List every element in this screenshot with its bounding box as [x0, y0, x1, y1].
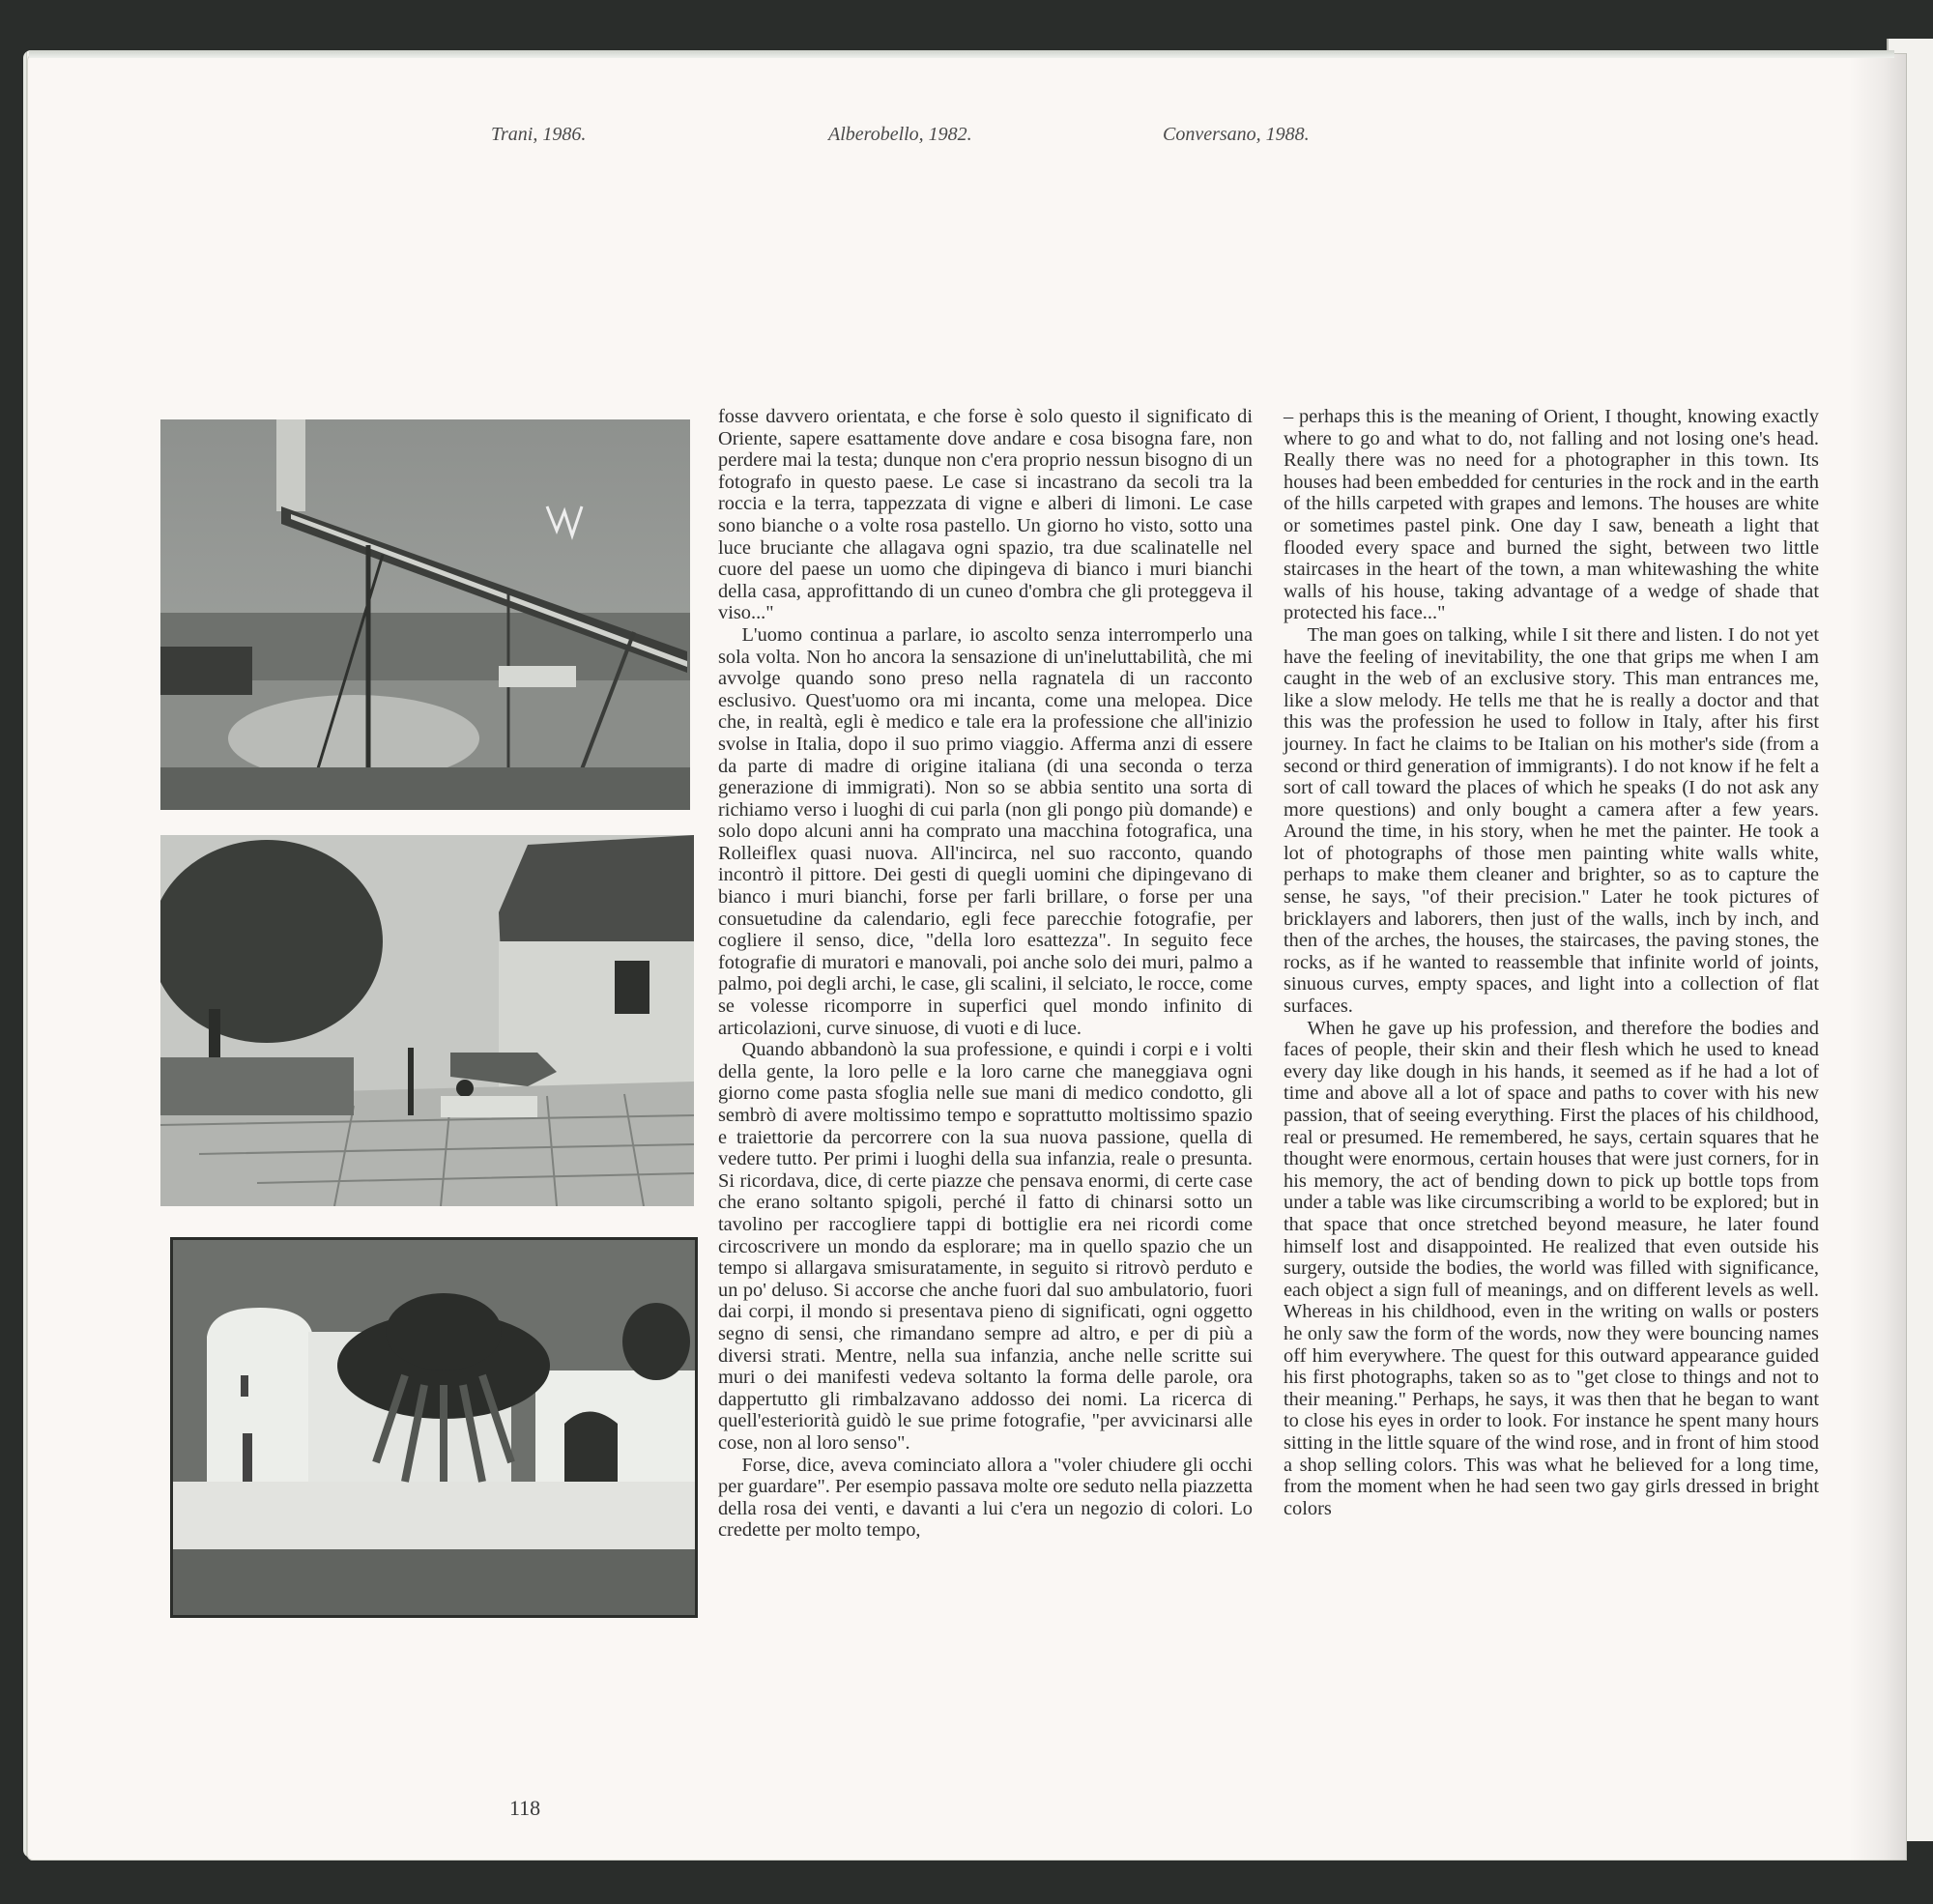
italian-text-column: [718, 406, 1253, 1542]
page-top-edge: [29, 50, 1894, 58]
caption-alberobello: Alberobello, 1982.: [828, 124, 972, 145]
english-paragraph: When he gave up his profession, and therefore the bodies and faces of people, their skin and their flesh which he used to knead every day like dough in his hands, it seemed as if he had a lot of time and above all a lot of space and paths to cover with his new passion, that of seeing everything. First the places of his childhood, real or presumed. He remembered, he says, certain squares that he thought were enormous, certain houses that were just corners, for in his memory, the act of bending down to pick up bottle tops from under a table was like circumscribing a world to be explored; but in that space that once stretched beyond measure, he later found himself lost and disappointed. He realized that even outside his surgery, outside the bodies, the world was filled with significance, each object a sign full of meanings, and on different levels as well. Whereas in his childhood, even in the writing on walls or posters he only saw the form of the words, now they were bouncing names off him everywhere. The quest for this outward appearance guided his first photographs, taken so as to "get close to things and not to their meaning." Perhaps, he says, it was then that he began to want to close his eyes in order to look. For instance he spent many hours sitting in the little square of the wind rose, and in front of him stood a shop selling colors. This was what he believed for a long time, from the moment when he had seen two gay girls dressed in bright colors: [1284, 1017, 1819, 1519]
gutter-shadow: [1849, 53, 1907, 1861]
photo-captions: [0, 124, 1933, 162]
caption-conversano: Conversano, 1988.: [1163, 124, 1310, 145]
italian-paragraph: Forse, dice, aveva cominciato allora a "voler chiudere gli occhi per guardare". Per esempio passava molte ore seduto nella piazzetta della rosa dei venti, e davanti a lui c'era un negozio di colori. Lo credette per molto tempo,: [718, 1454, 1253, 1542]
english-paragraph: – perhaps this is the meaning of Orient, I thought, knowing exactly where to go and what to do, not falling and not losing one's head. Really there was no need for a photographer in this town. Its houses had been embedded for centuries in the rock and in the earth of the hills carpeted with grapes and lemons. The houses are white or sometimes pastel pink. One day I saw, beneath a light that flooded every space and burned the sight, between two little staircases in the heart of the town, a man whitewashing the white walls of his house, taking advantage of a wedge of shade that protected his face...": [1284, 406, 1819, 624]
photo-alberobello-trullo: [160, 835, 694, 1206]
english-text-column: [1284, 406, 1819, 1519]
italian-paragraph: fosse davvero orientata, e che forse è solo questo il significato di Oriente, sapere esattamente dove andare e cosa bisogna fare, non perdere mai la testa; dunque non c'era proprio nessun bisogno di un fotografo in questo paese. Le case si incastrano da secoli tra la roccia e la terra, tappezzata di vigne e alberi di limoni. Le case sono bianche o a volte rosa pastello. Un giorno ho visto, sotto una luce bruciante che allagava ogni spazio, tra due scalinatelle nel cuore del paese un uomo che dipingeva di bianco i muri bianchi della casa, approfittando di un cuneo d'ombra che gli proteggeva il viso...": [718, 406, 1253, 624]
italian-paragraph: Quando abbandonò la sua professione, e quindi i corpi e i volti della gente, la loro pelle e la loro carne che maneggiava ogni giorno come pasta sfoglia nelle sue mani di medico condotto, gli sembrò di avere moltissimo tempo e soprattutto moltissimo spazio e traiettorie da percorrere con la sua nuova passione, quella di vedere tutto. Per primi i luoghi della sua infanzia, reale o presunta. Si ricordava, dice, di certe piazze che pensava enormi, di certe case che erano soltanto spigoli, perché il fatto di chinarsi sotto un tavolino per raccogliere tappi di bottiglie era nei ricordi come circoscrivere un mondo da esplorare; ma in quello spazio che un tempo si allargava smisuratamente, in seguito si ritrovò perduto e un po' deluso. Si accorse che anche fuori dal suo ambulatorio, fuori dai corpi, il mondo si presentava pieno di significati, ogni oggetto segno di sensi, che rimandano sempre ad altro, e per di più a diversi strati. Mentre, nella sua infanzia, anche nelle scritte sui muri o dei manifesti vedeva soltanto la forma delle parole, ora dappertutto gli rimbalzavano addosso dei nomi. La ricerca di quell'esteriorità guidò le sue prime fotografie, "per avvicinarsi alle cose, non al loro senso".: [718, 1039, 1253, 1454]
caption-trani: Trani, 1986.: [491, 124, 587, 145]
photo-trani-fairground: [160, 419, 690, 810]
photo-conversano-chapel: [170, 1237, 698, 1618]
page-number: 118: [509, 1796, 541, 1820]
english-paragraph: The man goes on talking, while I sit there and listen. I do not yet have the feeling of inevitability, the one that grips me when I am caught in the web of an exclusive story. This man entrances me, like a slow melody. He tells me that he is really a doctor and that this was the profession he used to follow in Italy, after his first journey. In fact he claims to be Italian on his mother's side (from a second or third generation of immigrants). I do not know if he felt a sort of call toward the places of which he speaks (I do not ask any more questions) and only bought a camera after a few years. Around the time, in his story, when he met the painter. He took a lot of photographs of those men painting white walls white, perhaps to make them cleaner and brighter, so as to capture the sense, he says, "of their precision." Later he took pictures of bricklayers and laborers, then just of the walls, inch by inch, and then of the arches, the houses, the staircases, the paving stones, the rocks, as if he wanted to reassemble that infinite world of joints, sinuous curves, empty spaces, and light into a collection of flat surfaces.: [1284, 623, 1819, 1018]
italian-paragraph: L'uomo continua a parlare, io ascolto senza interromperlo una sola volta. Non ho ancora la sensazione di un'ineluttabilità, che mi avvolge quando sono preso nella ragnatela di un racconto esclusivo. Quest'uomo ora mi incanta, come una melopea. Dice che, in realtà, egli è medico e tale era la professione che all'inizio svolse in Italia, dopo il suo primo viaggio. Afferma anzi di essere da parte di madre di origine italiana (di una seconda o terza generazione di immigrati). Non so se abbia sentito una sorta di richiamo verso i luoghi di cui parla (non gli pongo più domande) e solo dopo alcuni anni ha comprato una macchina fotografica, una Rolleiflex quasi nuova. All'incirca, nel suo racconto, quando incontrò il pittore. Dei gesti di quegli uomini che dipingevano di bianco i muri bianchi, forse per farli brillare, o forse per una consuetudine da calendario, egli fece parecchie fotografie, per cogliere il senso, dice, "della loro esattezza". In seguito fece fotografie di muratori e manovali, poi anche solo dei muri, palmo a palmo, poi degli archi, le case, gli scalini, il selciato, le rocce, come se volesse ricomporre in superfici quel mondo infinito di articolazioni, curve sinuose, di vuoti e di luce.: [718, 623, 1253, 1039]
